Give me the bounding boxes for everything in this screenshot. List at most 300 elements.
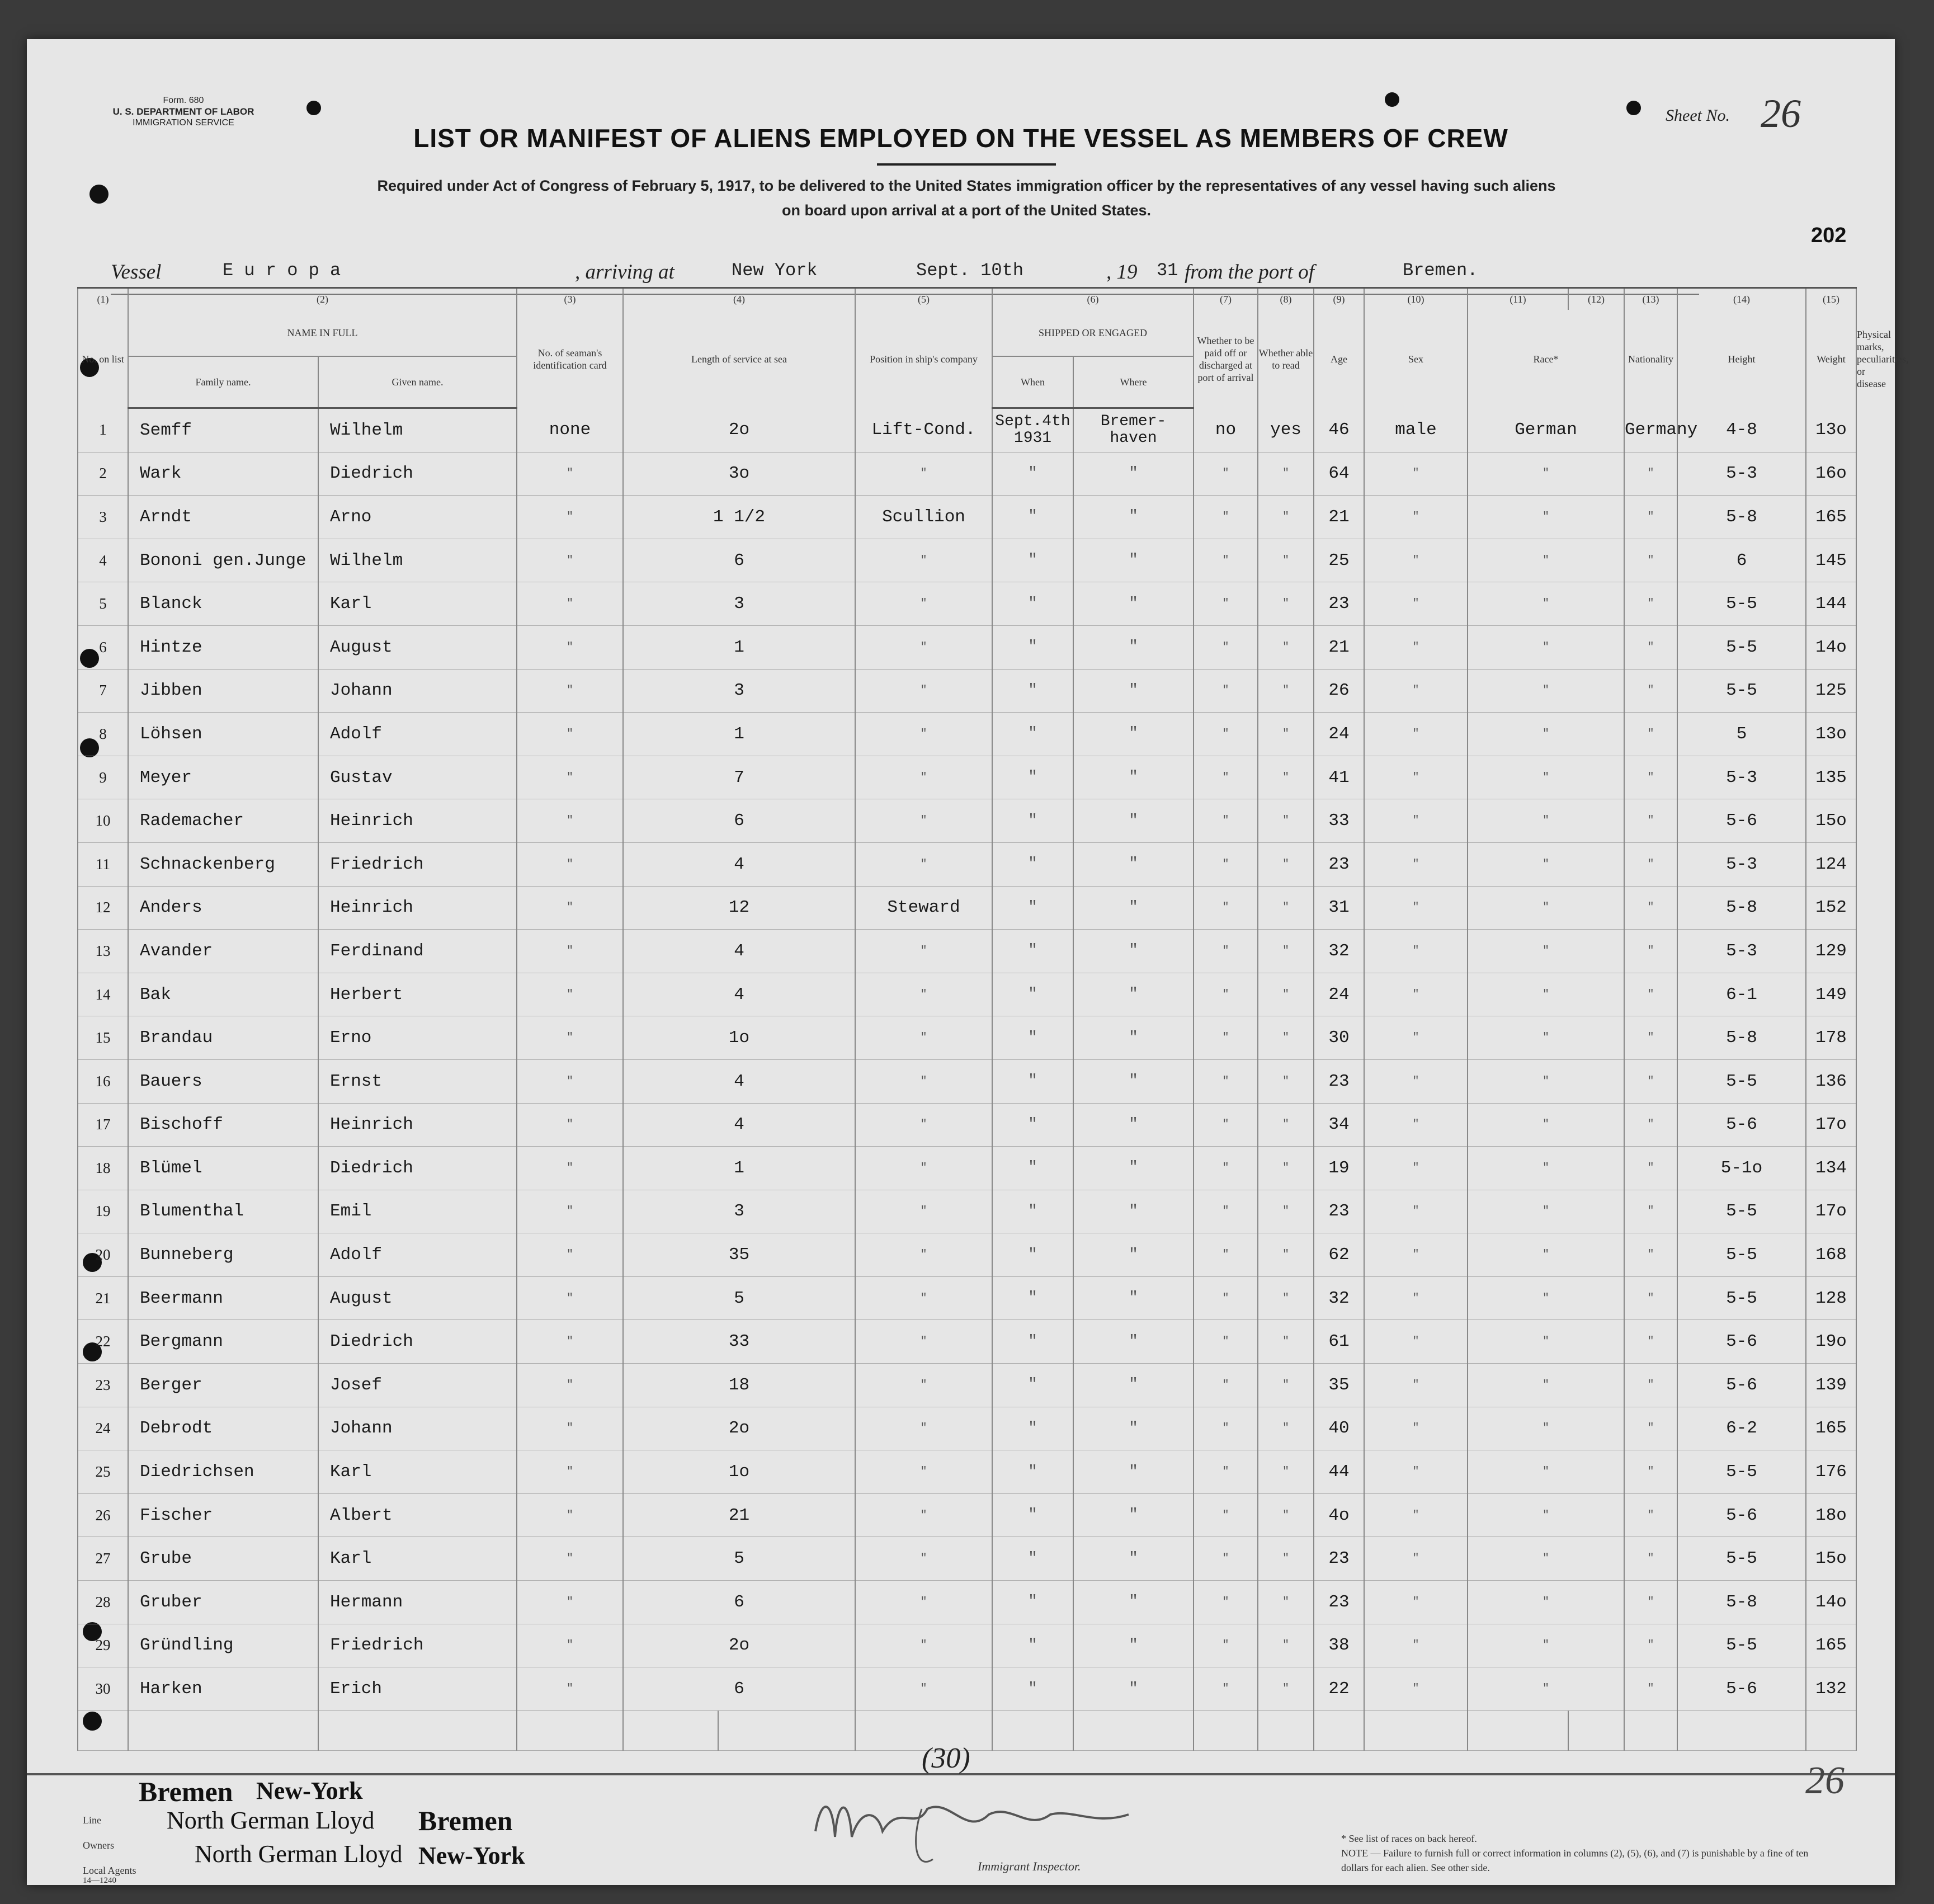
race: " xyxy=(1468,886,1624,930)
line-label: Line xyxy=(83,1815,101,1826)
sheet-number: 26 xyxy=(1761,91,1801,136)
sex: " xyxy=(1364,539,1468,582)
length-of-service: 3 xyxy=(623,1190,855,1233)
sex: " xyxy=(1364,713,1468,756)
age: 33 xyxy=(1314,799,1364,843)
height: 5-6 xyxy=(1677,1103,1806,1147)
family-name: Rademacher xyxy=(128,799,318,843)
given-name: Josef xyxy=(318,1364,517,1407)
nationality: " xyxy=(1624,1147,1677,1190)
table-row xyxy=(78,496,1856,539)
shipped-where: " xyxy=(1073,669,1194,713)
arrival-date: Sept. 10th xyxy=(916,260,1024,281)
col-num: (12) xyxy=(1568,288,1624,310)
seaman-card: " xyxy=(517,1147,623,1190)
given-name: Friedrich xyxy=(318,842,517,886)
shipped-where: " xyxy=(1073,452,1194,496)
paid-off: " xyxy=(1194,1016,1258,1060)
sheet-label: Sheet No. xyxy=(1666,106,1730,125)
table-row xyxy=(78,1624,1856,1667)
length-of-service: 2o xyxy=(623,1407,855,1450)
row-number: 15 xyxy=(78,1016,128,1060)
shipped-when: " xyxy=(992,1059,1073,1103)
able-to-read: " xyxy=(1258,582,1314,626)
seaman-card: " xyxy=(517,452,623,496)
shipped-where: " xyxy=(1073,842,1194,886)
family-name: Hintze xyxy=(128,625,318,669)
sex: " xyxy=(1364,1667,1468,1711)
position: " xyxy=(855,1276,992,1320)
position: " xyxy=(855,713,992,756)
weight: 16o xyxy=(1806,452,1856,496)
header-nationality: Nationality xyxy=(1624,310,1677,408)
race: " xyxy=(1468,539,1624,582)
race: " xyxy=(1468,1624,1624,1667)
manifest-subtitle xyxy=(251,173,1682,223)
blank-cell xyxy=(128,1710,318,1750)
shipped-when: " xyxy=(992,1016,1073,1060)
able-to-read: " xyxy=(1258,1493,1314,1537)
header-sex: Sex xyxy=(1364,310,1468,408)
length-of-service: 7 xyxy=(623,756,855,799)
given-name: Hermann xyxy=(318,1581,517,1624)
race: " xyxy=(1468,756,1624,799)
blank-cell xyxy=(1468,1710,1568,1750)
table-row xyxy=(78,1059,1856,1103)
age: 64 xyxy=(1314,452,1364,496)
given-name: Ernst xyxy=(318,1059,517,1103)
row-number: 16 xyxy=(78,1059,128,1103)
age: 19 xyxy=(1314,1147,1364,1190)
age: 24 xyxy=(1314,713,1364,756)
shipped-when: Sept.4th 1931 xyxy=(992,408,1073,453)
length-of-service: 4 xyxy=(623,1103,855,1147)
row-number: 11 xyxy=(78,842,128,886)
agents-label: Local Agents xyxy=(83,1865,136,1876)
height: 6 xyxy=(1677,539,1806,582)
sex: " xyxy=(1364,1537,1468,1581)
row-number: 3 xyxy=(78,496,128,539)
position: " xyxy=(855,1364,992,1407)
height: 5-6 xyxy=(1677,1364,1806,1407)
row-number: 24 xyxy=(78,1407,128,1450)
row-number: 26 xyxy=(78,1493,128,1537)
weight: 134 xyxy=(1806,1147,1856,1190)
length-of-service: 35 xyxy=(623,1233,855,1277)
shipped-where: " xyxy=(1073,1581,1194,1624)
family-name: Schnackenberg xyxy=(128,842,318,886)
race: " xyxy=(1468,1407,1624,1450)
given-name: Emil xyxy=(318,1190,517,1233)
row-number: 8 xyxy=(78,713,128,756)
paid-off: " xyxy=(1194,1059,1258,1103)
blank-cell xyxy=(78,1710,128,1750)
weight: 17o xyxy=(1806,1103,1856,1147)
age: 23 xyxy=(1314,1059,1364,1103)
header-row: No. on list NAME IN FULL No. of seaman's identification card Length of service at sea Position in ship's company SHIPPED OR ENGAGED Whether to be paid off or discharged at port of arrival Whether able to read Age Sex Race* Nationality Height Weight Physical marks, peculiarities, or disease xyxy=(78,310,1856,356)
position: " xyxy=(855,1233,992,1277)
blank-cell xyxy=(517,1710,623,1750)
age: 23 xyxy=(1314,1537,1364,1581)
weight: 19o xyxy=(1806,1320,1856,1364)
table-row xyxy=(78,1190,1856,1233)
able-to-read: " xyxy=(1258,1537,1314,1581)
shipped-when: " xyxy=(992,1581,1073,1624)
col-num: (3) xyxy=(517,288,623,310)
age: 4o xyxy=(1314,1493,1364,1537)
nationality: " xyxy=(1624,1537,1677,1581)
height: 6-2 xyxy=(1677,1407,1806,1450)
race: " xyxy=(1468,1276,1624,1320)
given-name: Diedrich xyxy=(318,1147,517,1190)
shipped-where: " xyxy=(1073,1450,1194,1494)
paid-off: " xyxy=(1194,930,1258,973)
race: " xyxy=(1468,1364,1624,1407)
sex: " xyxy=(1364,1233,1468,1277)
shipped-when: " xyxy=(992,452,1073,496)
sex: " xyxy=(1364,1493,1468,1537)
table-row xyxy=(78,1233,1856,1277)
paid-off: " xyxy=(1194,1233,1258,1277)
nationality: " xyxy=(1624,1276,1677,1320)
seaman-card: " xyxy=(517,1233,623,1277)
age: 22 xyxy=(1314,1667,1364,1711)
given-name: Karl xyxy=(318,1450,517,1494)
position: " xyxy=(855,1493,992,1537)
sex: " xyxy=(1364,1407,1468,1450)
able-to-read: " xyxy=(1258,1103,1314,1147)
height: 5-5 xyxy=(1677,1190,1806,1233)
inspector-label: Immigrant Inspector. xyxy=(978,1859,1081,1873)
family-name: Gruber xyxy=(128,1581,318,1624)
sex: " xyxy=(1364,1276,1468,1320)
family-name: Grube xyxy=(128,1537,318,1581)
paid-off: " xyxy=(1194,1450,1258,1494)
shipped-when: " xyxy=(992,582,1073,626)
header-seaman-card: No. of seaman's identification card xyxy=(517,310,623,408)
length-of-service: 1o xyxy=(623,1450,855,1494)
row-number: 22 xyxy=(78,1320,128,1364)
able-to-read: " xyxy=(1258,886,1314,930)
weight: 18o xyxy=(1806,1493,1856,1537)
weight: 145 xyxy=(1806,539,1856,582)
shipped-where: " xyxy=(1073,713,1194,756)
table-row xyxy=(78,1364,1856,1407)
nationality: " xyxy=(1624,1016,1677,1060)
able-to-read: " xyxy=(1258,1581,1314,1624)
title-rule xyxy=(877,163,1056,166)
shipped-where: " xyxy=(1073,1103,1194,1147)
length-of-service: 33 xyxy=(623,1320,855,1364)
blank-cell xyxy=(1568,1710,1624,1750)
family-name: Löhsen xyxy=(128,713,318,756)
page-number: 202 xyxy=(1811,224,1847,247)
position: " xyxy=(855,1059,992,1103)
stamp-agents: North German Lloyd xyxy=(195,1840,403,1868)
given-name: Heinrich xyxy=(318,886,517,930)
table-row xyxy=(78,1147,1856,1190)
seaman-card: " xyxy=(517,1364,623,1407)
paid-off: " xyxy=(1194,1364,1258,1407)
header-position: Position in ship's company xyxy=(855,310,992,408)
blank-cell xyxy=(1677,1710,1806,1750)
seaman-card: " xyxy=(517,1624,623,1667)
race: " xyxy=(1468,1667,1624,1711)
race: " xyxy=(1468,973,1624,1016)
age: 38 xyxy=(1314,1624,1364,1667)
shipped-when: " xyxy=(992,842,1073,886)
sex: " xyxy=(1364,1147,1468,1190)
seaman-card: " xyxy=(517,1059,623,1103)
row-number: 7 xyxy=(78,669,128,713)
shipped-where: " xyxy=(1073,1407,1194,1450)
header-when: When xyxy=(992,356,1073,408)
weight: 136 xyxy=(1806,1059,1856,1103)
given-name: Erich xyxy=(318,1667,517,1711)
given-name: Diedrich xyxy=(318,452,517,496)
shipped-when: " xyxy=(992,799,1073,843)
paid-off: " xyxy=(1194,582,1258,626)
sex: " xyxy=(1364,973,1468,1016)
race: " xyxy=(1468,1537,1624,1581)
shipped-when: " xyxy=(992,1190,1073,1233)
age: 32 xyxy=(1314,1276,1364,1320)
able-to-read: " xyxy=(1258,1667,1314,1711)
paid-off: " xyxy=(1194,842,1258,886)
col-num: (15) xyxy=(1806,288,1856,310)
given-name: Diedrich xyxy=(318,1320,517,1364)
subtitle-line-2: on board upon arrival at a port of the United States. xyxy=(781,202,1152,219)
height: 5-6 xyxy=(1677,799,1806,843)
stamp-agents-city: New-York xyxy=(418,1842,525,1869)
age: 21 xyxy=(1314,625,1364,669)
weight: 139 xyxy=(1806,1364,1856,1407)
length-of-service: 6 xyxy=(623,1667,855,1711)
nationality: " xyxy=(1624,973,1677,1016)
weight: 129 xyxy=(1806,930,1856,973)
service: IMMIGRATION SERVICE xyxy=(133,118,234,128)
race: " xyxy=(1468,1233,1624,1277)
paid-off: " xyxy=(1194,539,1258,582)
family-name: Avander xyxy=(128,930,318,973)
shipped-when: " xyxy=(992,1450,1073,1494)
header-race: Race* xyxy=(1468,310,1624,408)
length-of-service: 6 xyxy=(623,799,855,843)
weight: 124 xyxy=(1806,842,1856,886)
sex: " xyxy=(1364,1016,1468,1060)
race: " xyxy=(1468,1493,1624,1537)
height: 5-5 xyxy=(1677,582,1806,626)
nationality: " xyxy=(1624,1450,1677,1494)
race: " xyxy=(1468,1059,1624,1103)
shipped-where: " xyxy=(1073,1537,1194,1581)
age: 24 xyxy=(1314,973,1364,1016)
table-row xyxy=(78,1450,1856,1494)
blank-cell xyxy=(1314,1710,1364,1750)
family-name: Brandau xyxy=(128,1016,318,1060)
row-number: 5 xyxy=(78,582,128,626)
seaman-card: " xyxy=(517,539,623,582)
weight: 149 xyxy=(1806,973,1856,1016)
length-of-service: 3 xyxy=(623,669,855,713)
shipped-when: " xyxy=(992,496,1073,539)
punch-hole xyxy=(1385,92,1399,107)
weight: 128 xyxy=(1806,1276,1856,1320)
height: 5-6 xyxy=(1677,1667,1806,1711)
able-to-read: " xyxy=(1258,799,1314,843)
given-name: Karl xyxy=(318,1537,517,1581)
weight: 13o xyxy=(1806,408,1856,453)
department: U. S. DEPARTMENT OF LABOR xyxy=(112,106,254,117)
footnote-penalty: NOTE — Failure to furnish full or correct information in columns (2), (5), (6), and (7) is punishable by a fine of ten dollars for each alien. See other side. xyxy=(1341,1848,1809,1873)
able-to-read: " xyxy=(1258,496,1314,539)
table-row xyxy=(78,1016,1856,1060)
blank-cell xyxy=(318,1710,517,1750)
sex: " xyxy=(1364,1364,1468,1407)
sex: " xyxy=(1364,1103,1468,1147)
given-name: Johann xyxy=(318,1407,517,1450)
nationality: " xyxy=(1624,496,1677,539)
nationality: " xyxy=(1624,452,1677,496)
shipped-where: " xyxy=(1073,539,1194,582)
sex: " xyxy=(1364,756,1468,799)
shipped-where: " xyxy=(1073,1233,1194,1277)
nationality: " xyxy=(1624,625,1677,669)
nationality: " xyxy=(1624,842,1677,886)
family-name: Bononi gen.Junge xyxy=(128,539,318,582)
stamp-line-origin: Bremen xyxy=(139,1776,233,1807)
table-row xyxy=(78,1581,1856,1624)
weight: 13o xyxy=(1806,713,1856,756)
crew-count: (30) xyxy=(922,1742,970,1774)
position: " xyxy=(855,1147,992,1190)
family-name: Jibben xyxy=(128,669,318,713)
height: 5-8 xyxy=(1677,496,1806,539)
header-weight: Weight xyxy=(1806,310,1856,408)
length-of-service: 21 xyxy=(623,1493,855,1537)
paid-off: " xyxy=(1194,1407,1258,1450)
weight: 165 xyxy=(1806,1624,1856,1667)
blank-cell xyxy=(1624,1710,1677,1750)
height: 5-8 xyxy=(1677,886,1806,930)
row-number: 4 xyxy=(78,539,128,582)
nationality: " xyxy=(1624,1320,1677,1364)
row-number: 23 xyxy=(78,1364,128,1407)
col-num: (10) xyxy=(1364,288,1468,310)
given-name: Adolf xyxy=(318,1233,517,1277)
age: 61 xyxy=(1314,1320,1364,1364)
position: " xyxy=(855,973,992,1016)
header-family-name: Family name. xyxy=(128,356,318,408)
punch-hole xyxy=(89,185,109,204)
paid-off: " xyxy=(1194,886,1258,930)
header-given-name: Given name. xyxy=(318,356,517,408)
age: 25 xyxy=(1314,539,1364,582)
paid-off: " xyxy=(1194,1581,1258,1624)
seaman-card: " xyxy=(517,973,623,1016)
age: 23 xyxy=(1314,1581,1364,1624)
shipped-when: " xyxy=(992,713,1073,756)
row-number: 13 xyxy=(78,930,128,973)
shipped-where: " xyxy=(1073,625,1194,669)
seaman-card: " xyxy=(517,1103,623,1147)
year-prefix: , 19 xyxy=(1106,261,1138,284)
age: 40 xyxy=(1314,1407,1364,1450)
position: " xyxy=(855,1320,992,1364)
height: 5-3 xyxy=(1677,452,1806,496)
shipped-when: " xyxy=(992,973,1073,1016)
race: " xyxy=(1468,1016,1624,1060)
length-of-service: 2o xyxy=(623,1624,855,1667)
height: 5-5 xyxy=(1677,1624,1806,1667)
position: " xyxy=(855,1407,992,1450)
able-to-read: " xyxy=(1258,756,1314,799)
position: " xyxy=(855,1103,992,1147)
height: 5-8 xyxy=(1677,1581,1806,1624)
able-to-read: " xyxy=(1258,625,1314,669)
family-name: Fischer xyxy=(128,1493,318,1537)
race: " xyxy=(1468,496,1624,539)
paid-off: " xyxy=(1194,1320,1258,1364)
agents-code: 14—1240 xyxy=(83,1876,116,1885)
height: 5-5 xyxy=(1677,625,1806,669)
shipped-when: " xyxy=(992,756,1073,799)
blank-cell xyxy=(1806,1710,1856,1750)
paid-off: " xyxy=(1194,713,1258,756)
paid-off: " xyxy=(1194,1624,1258,1667)
row-number: 21 xyxy=(78,1276,128,1320)
race: " xyxy=(1468,1147,1624,1190)
family-name: Harken xyxy=(128,1667,318,1711)
blank-cell xyxy=(718,1710,855,1750)
col-num: (7) xyxy=(1194,288,1258,310)
table-row xyxy=(78,973,1856,1016)
height: 5-5 xyxy=(1677,669,1806,713)
blank-cell xyxy=(1194,1710,1258,1750)
able-to-read: " xyxy=(1258,1190,1314,1233)
weight: 176 xyxy=(1806,1450,1856,1494)
col-num: (13) xyxy=(1624,288,1677,310)
nationality: " xyxy=(1624,1233,1677,1277)
position: " xyxy=(855,1624,992,1667)
shipped-when: " xyxy=(992,539,1073,582)
seaman-card: none xyxy=(517,408,623,453)
weight: 14o xyxy=(1806,1581,1856,1624)
shipped-when: " xyxy=(992,1537,1073,1581)
length-of-service: 6 xyxy=(623,1581,855,1624)
age: 44 xyxy=(1314,1450,1364,1494)
shipped-when: " xyxy=(992,1233,1073,1277)
shipped-when: " xyxy=(992,669,1073,713)
sex: " xyxy=(1364,1059,1468,1103)
given-name: Karl xyxy=(318,582,517,626)
seaman-card: " xyxy=(517,930,623,973)
family-name: Blümel xyxy=(128,1147,318,1190)
row-number: 2 xyxy=(78,452,128,496)
stamp-line-destination: New-York xyxy=(256,1777,363,1804)
header-able-read: Whether able to read xyxy=(1258,310,1314,408)
given-name: Friedrich xyxy=(318,1624,517,1667)
blank-cell xyxy=(992,1710,1073,1750)
shipped-where: " xyxy=(1073,756,1194,799)
length-of-service: 4 xyxy=(623,930,855,973)
height: 6-1 xyxy=(1677,973,1806,1016)
from-port: Bremen. xyxy=(1403,260,1478,281)
length-of-service: 4 xyxy=(623,973,855,1016)
able-to-read: " xyxy=(1258,973,1314,1016)
nationality: " xyxy=(1624,1667,1677,1711)
sex: " xyxy=(1364,452,1468,496)
